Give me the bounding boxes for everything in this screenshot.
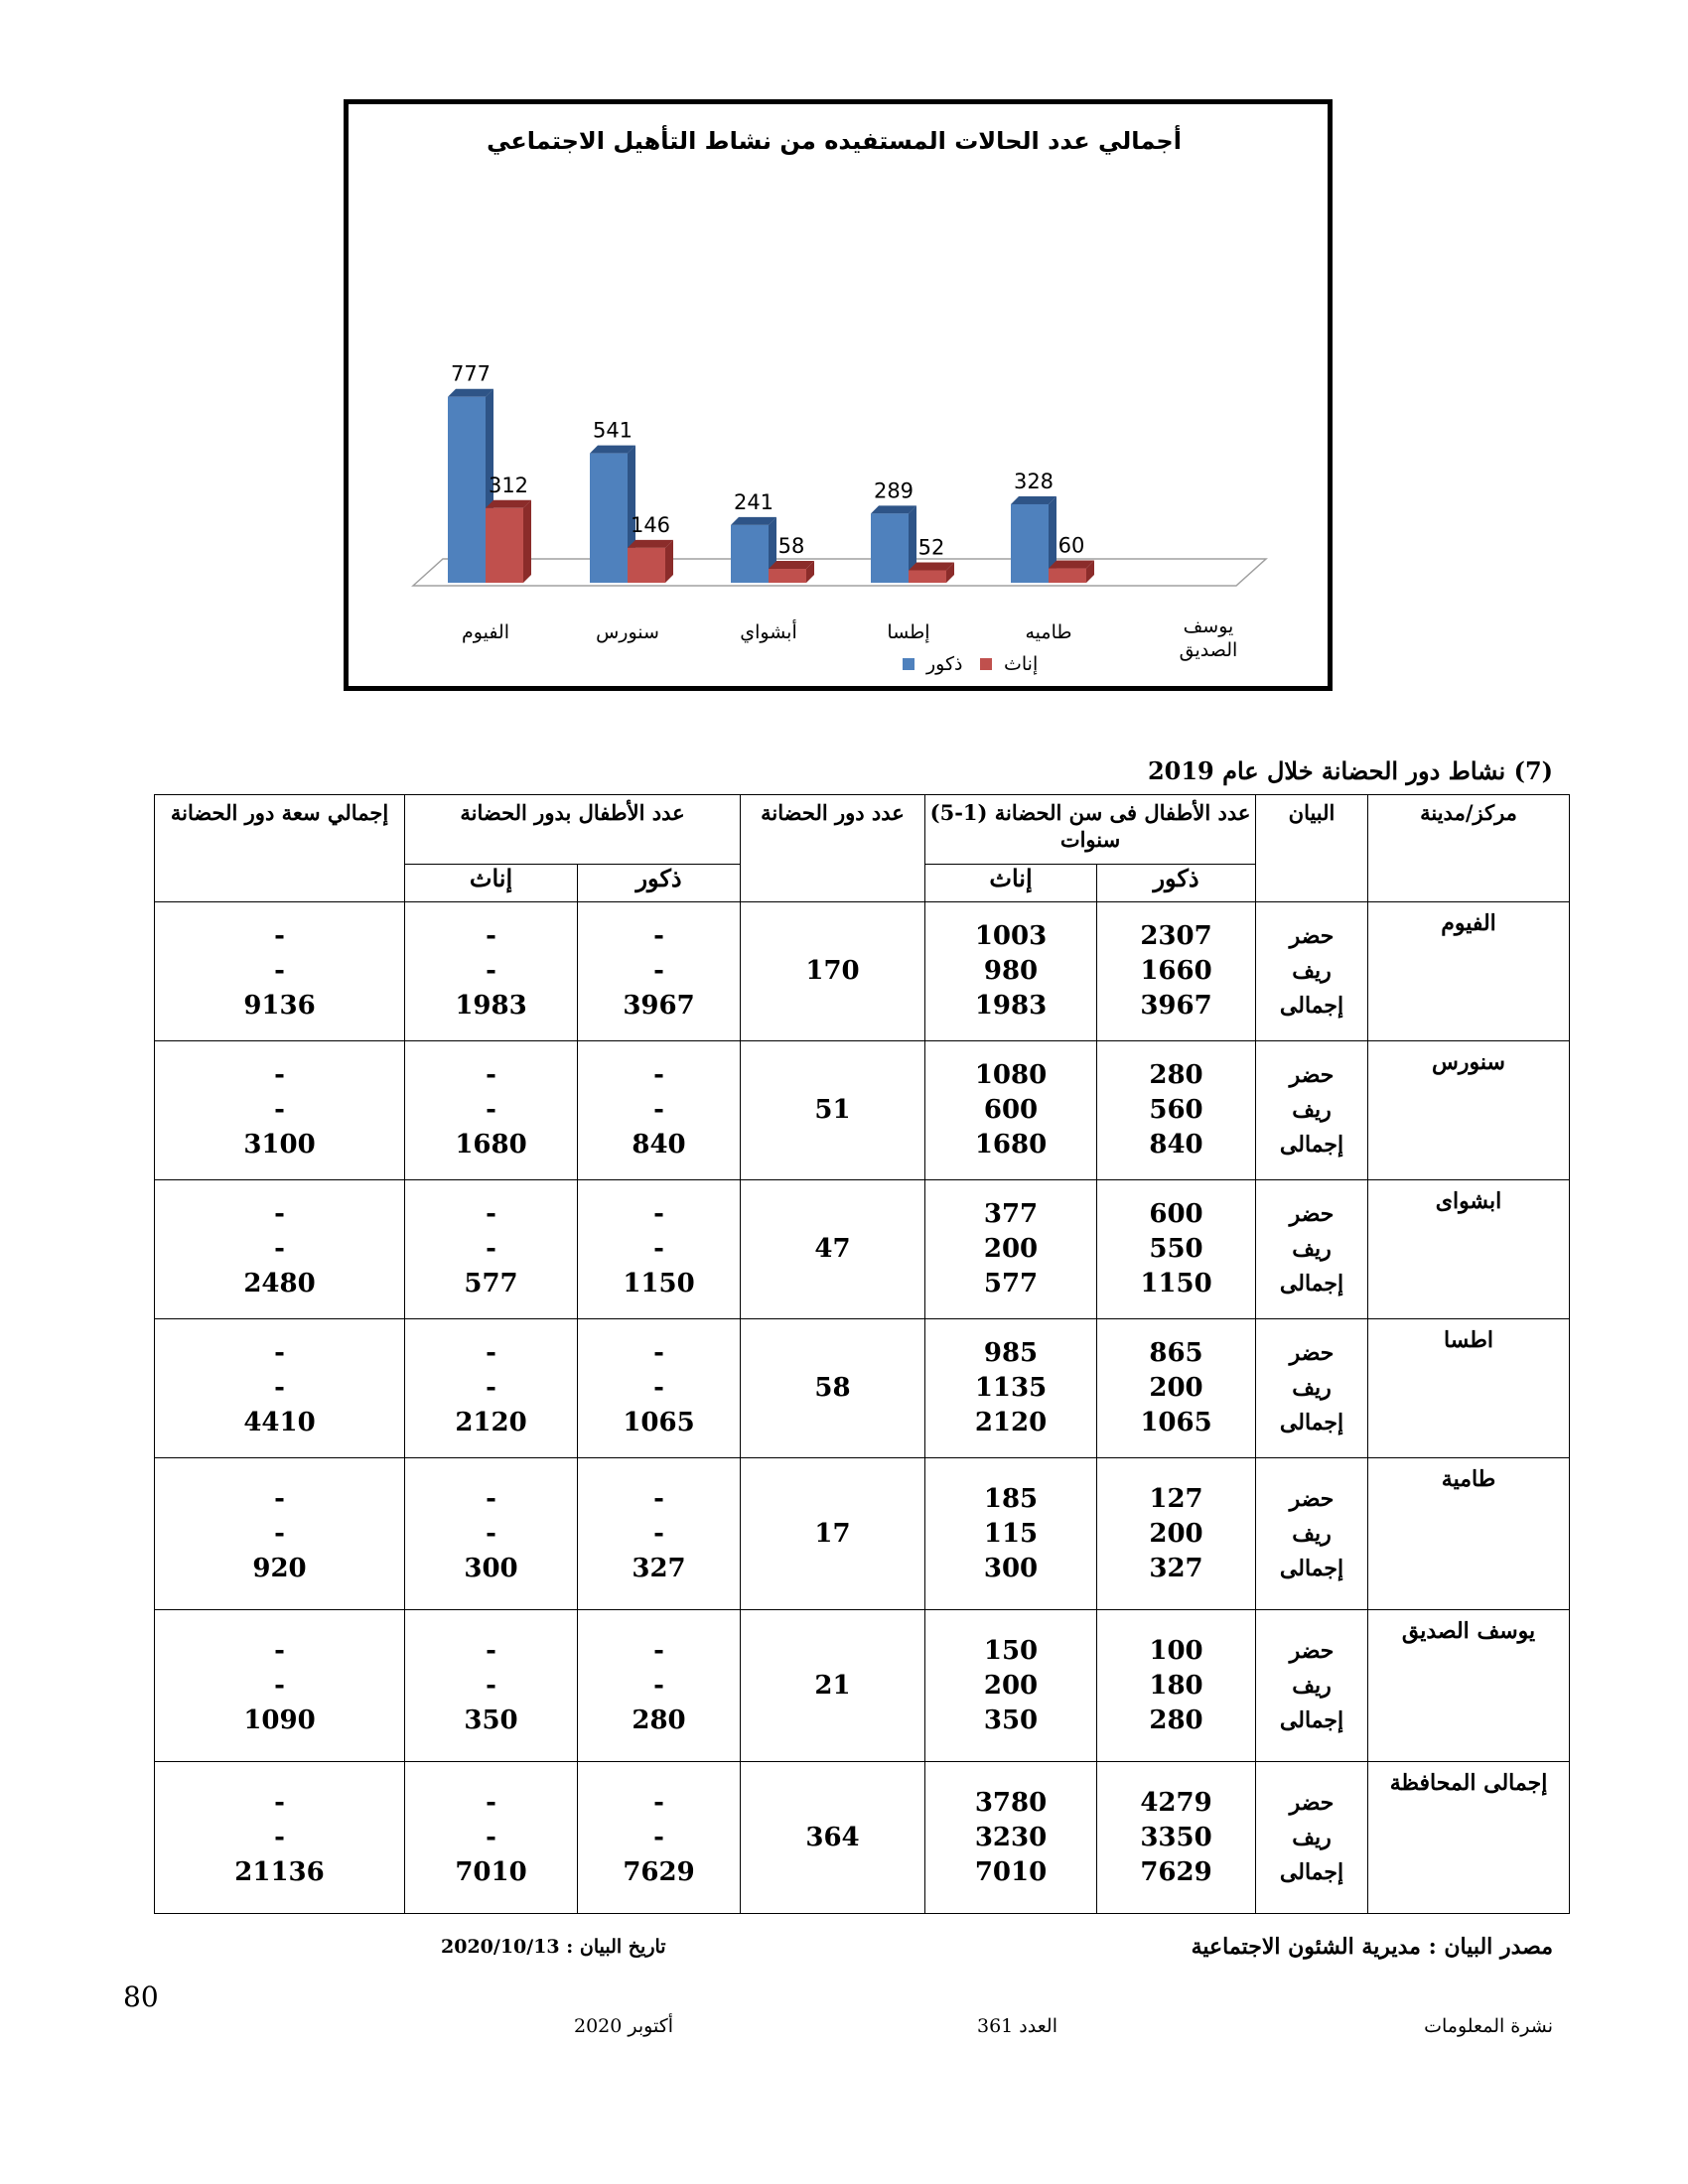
statement-cell: [1256, 1458, 1368, 1610]
nurseries-cell: 47: [741, 1180, 925, 1319]
chart-title: أجمالي عدد الحالات المستفيده من نشاط التأهيل الاجتماعي: [487, 127, 1182, 155]
capacity-value: -: [274, 1518, 285, 1549]
age-male-value: 280: [1149, 1060, 1203, 1090]
capacity-value: -: [274, 1095, 285, 1125]
statement-label: حضر: [1289, 1485, 1335, 1512]
footer-publication: نشرة المعلومات: [1424, 2015, 1553, 2037]
age-female-cell: [925, 1180, 1097, 1319]
category-label: إطسا: [887, 621, 930, 643]
city-cell: اطسا: [1368, 1319, 1570, 1458]
capacity-value: 920: [252, 1553, 307, 1583]
age-male-value: 560: [1149, 1095, 1203, 1125]
header-in-male: ذكور: [578, 865, 741, 902]
in-female-value: 300: [464, 1553, 518, 1583]
capacity-value: 4410: [243, 1408, 316, 1437]
bar-male-top: [871, 505, 916, 513]
age-female-cell: [925, 1319, 1097, 1458]
nurseries-cell: 21: [741, 1610, 925, 1762]
nurseries-cell: 170: [741, 902, 925, 1041]
city-cell: طامية: [1368, 1458, 1570, 1610]
header-children-age: عدد الأطفال فى سن الحضانة (1-5) سنوات: [925, 795, 1256, 865]
age-female-value: 3780: [974, 1787, 1048, 1818]
table-row: [155, 1610, 1570, 1762]
capacity-value: 1090: [243, 1705, 316, 1735]
statement-label: حضر: [1289, 1201, 1335, 1227]
statement-label: ريف: [1292, 1672, 1332, 1699]
age-female-value: 300: [983, 1553, 1039, 1583]
table-row: [155, 1319, 1570, 1458]
in-female-cell: [405, 1610, 578, 1762]
in-female-value: 350: [464, 1705, 518, 1735]
category-label: أبشواي: [740, 621, 797, 643]
capacity-value: -: [274, 1635, 285, 1666]
statement-label: إجمالى: [1279, 1410, 1344, 1435]
age-male-value: 1065: [1140, 1408, 1212, 1437]
in-male-value: 3967: [623, 991, 695, 1021]
statement-cell: [1256, 1180, 1368, 1319]
in-female-value: 2120: [455, 1408, 527, 1437]
in-male-cell: [578, 1041, 741, 1180]
age-female-value: 150: [983, 1635, 1039, 1666]
age-male-value: 600: [1149, 1199, 1203, 1229]
statement-cell: [1256, 1319, 1368, 1458]
bar-male: [1011, 504, 1049, 583]
age-female-value: 350: [983, 1705, 1039, 1735]
age-male-value: 4279: [1140, 1787, 1212, 1818]
nurseries-cell: 364: [741, 1762, 925, 1914]
in-male-value: -: [653, 1060, 664, 1090]
in-female-value: -: [486, 1483, 496, 1514]
capacity-value: -: [274, 921, 285, 951]
capacity-cell: [155, 1458, 405, 1610]
in-male-value: -: [653, 1338, 664, 1368]
in-female-value: -: [486, 1518, 496, 1549]
data-date: تاريخ البيان : 2020/10/13: [441, 1936, 666, 1958]
statement-label: حضر: [1289, 1062, 1335, 1088]
statement-label: حضر: [1289, 923, 1335, 949]
age-male-value: 2307: [1140, 921, 1212, 951]
capacity-value: -: [274, 1338, 285, 1368]
age-male-value: 1150: [1140, 1269, 1212, 1298]
in-female-value: -: [486, 1234, 496, 1264]
age-female-value: 185: [983, 1483, 1039, 1514]
age-female-value: 1680: [974, 1130, 1048, 1160]
age-female-value: 600: [983, 1095, 1039, 1125]
age-female-value: 577: [983, 1269, 1039, 1298]
capacity-value: 2480: [243, 1269, 316, 1298]
age-male-value: 865: [1149, 1338, 1203, 1368]
table-row: [155, 902, 1570, 1041]
in-male-value: -: [653, 1518, 664, 1549]
capacity-value: -: [274, 956, 285, 986]
capacity-cell: [155, 1319, 405, 1458]
age-male-value: 200: [1149, 1518, 1203, 1549]
age-male-value: 327: [1149, 1553, 1203, 1583]
footer-issue: العدد 361: [977, 2015, 1057, 2037]
data-label: 60: [1057, 533, 1085, 558]
in-male-value: -: [653, 956, 664, 986]
statement-label: ريف: [1292, 958, 1332, 984]
in-female-value: -: [486, 1060, 496, 1090]
capacity-value: -: [274, 1234, 285, 1264]
legend-label-male: ذكور: [926, 653, 963, 675]
age-female-cell: [925, 1610, 1097, 1762]
in-male-cell: [578, 1762, 741, 1914]
age-male-value: 280: [1149, 1705, 1203, 1735]
data-label: 328: [1013, 469, 1055, 493]
bar-female-side: [523, 500, 531, 583]
in-female-cell: [405, 1319, 578, 1458]
table-row: [155, 1041, 1570, 1180]
age-male-value: 3350: [1140, 1822, 1212, 1852]
category-label: الفيوم: [462, 621, 509, 643]
statement-label: حضر: [1289, 1340, 1335, 1366]
in-male-value: -: [653, 1199, 664, 1229]
capacity-value: -: [274, 1373, 285, 1403]
in-female-value: -: [486, 1199, 496, 1229]
nurseries-cell: 58: [741, 1319, 925, 1458]
in-male-cell: [578, 1610, 741, 1762]
header-age-male: ذكور: [1097, 865, 1256, 902]
header-nurseries: عدد دور الحضانة: [741, 795, 925, 902]
age-female-value: 1135: [974, 1373, 1048, 1403]
bar-female: [1049, 569, 1086, 583]
age-male-cell: [1097, 1180, 1256, 1319]
legend-label-female: إناث: [1004, 653, 1039, 675]
bar-chart: [349, 104, 1328, 686]
in-female-cell: [405, 1041, 578, 1180]
city-cell: الفيوم: [1368, 902, 1570, 1041]
age-male-cell: [1097, 1458, 1256, 1610]
in-male-value: -: [653, 1822, 664, 1852]
age-male-value: 550: [1149, 1234, 1203, 1264]
table-title: (7) نشاط دور الحضانة خلال عام 2019: [1147, 756, 1553, 785]
bar-male: [448, 397, 486, 583]
age-male-value: 180: [1149, 1670, 1203, 1701]
age-male-value: 1660: [1140, 956, 1212, 986]
table-row: [155, 1458, 1570, 1610]
capacity-cell: [155, 1041, 405, 1180]
in-female-value: -: [486, 1373, 496, 1403]
capacity-value: 21136: [234, 1856, 325, 1887]
age-female-value: 200: [983, 1670, 1039, 1701]
age-male-cell: [1097, 1319, 1256, 1458]
in-female-cell: [405, 1458, 578, 1610]
statement-cell: [1256, 1610, 1368, 1762]
age-female-value: 200: [983, 1234, 1039, 1264]
age-male-value: 840: [1149, 1130, 1203, 1160]
age-female-value: 980: [983, 956, 1039, 986]
bar-female: [909, 570, 946, 583]
in-male-value: -: [653, 1373, 664, 1403]
capacity-value: -: [274, 1483, 285, 1514]
age-female-cell: [925, 1458, 1097, 1610]
in-female-value: -: [486, 921, 496, 951]
bar-female-top: [628, 540, 673, 548]
footer-month: أكتوبر 2020: [574, 2015, 674, 2037]
statement-cell: [1256, 1041, 1368, 1180]
statement-label: ريف: [1292, 1236, 1332, 1262]
age-female-cell: [925, 1762, 1097, 1914]
in-male-value: 7629: [623, 1856, 695, 1887]
age-female-value: 1080: [974, 1060, 1048, 1090]
in-male-value: 1065: [623, 1408, 695, 1437]
city-cell: إجمالى المحافظة: [1368, 1762, 1570, 1914]
age-male-value: 7629: [1140, 1856, 1212, 1887]
bar-female-top: [769, 561, 814, 569]
age-male-cell: [1097, 902, 1256, 1041]
in-male-cell: [578, 1458, 741, 1610]
statement-label: ريف: [1292, 1375, 1332, 1401]
bar-male-top: [590, 446, 635, 454]
statement-label: حضر: [1289, 1637, 1335, 1664]
in-male-cell: [578, 902, 741, 1041]
in-female-value: 1680: [455, 1130, 527, 1160]
city-cell: ابشواى: [1368, 1180, 1570, 1319]
header-children-in: عدد الأطفال بدور الحضانة: [405, 795, 741, 865]
data-label: 52: [917, 535, 945, 560]
bar-female-top: [909, 562, 954, 570]
data-label: 777: [450, 361, 492, 386]
in-female-value: 7010: [455, 1856, 527, 1887]
in-female-value: -: [486, 1822, 496, 1852]
bar-male: [871, 513, 909, 583]
age-female-value: 115: [983, 1518, 1039, 1549]
statement-label: إجمالى: [1279, 993, 1344, 1019]
in-female-value: 577: [464, 1269, 518, 1298]
header-age-female: إناث: [925, 865, 1097, 902]
capacity-value: -: [274, 1670, 285, 1701]
in-female-cell: [405, 1180, 578, 1319]
capacity-cell: [155, 902, 405, 1041]
data-label: 241: [733, 489, 774, 514]
header-capacity: إجمالي سعة دور الحضانة: [155, 795, 405, 902]
nursery-table: [154, 794, 1570, 1914]
data-label: 312: [488, 473, 529, 497]
statement-label: ريف: [1292, 1097, 1332, 1123]
age-female-cell: [925, 902, 1097, 1041]
data-label: 146: [630, 512, 671, 537]
age-female-value: 2120: [974, 1408, 1048, 1437]
statement-label: ريف: [1292, 1824, 1332, 1850]
in-male-value: -: [653, 1635, 664, 1666]
in-female-cell: [405, 902, 578, 1041]
chart-floor: [413, 559, 1266, 586]
in-male-value: 280: [632, 1705, 686, 1735]
in-female-value: -: [486, 956, 496, 986]
bar-male-top: [448, 389, 493, 397]
age-male-value: 127: [1149, 1483, 1203, 1514]
statement-label: إجمالى: [1279, 1858, 1344, 1885]
data-label: 289: [873, 478, 914, 503]
age-male-value: 200: [1149, 1373, 1203, 1403]
in-male-cell: [578, 1319, 741, 1458]
category-label: يوسف: [1183, 615, 1234, 637]
age-male-value: 3967: [1140, 991, 1212, 1021]
age-female-value: 1983: [974, 991, 1048, 1021]
bar-male-top: [1011, 496, 1056, 504]
capacity-value: -: [274, 1822, 285, 1852]
bar-female-top: [486, 500, 531, 508]
age-male-cell: [1097, 1041, 1256, 1180]
in-male-value: -: [653, 1483, 664, 1514]
city-cell: سنورس: [1368, 1041, 1570, 1180]
header-city: مركز/مدينة: [1368, 795, 1570, 902]
statement-label: ريف: [1292, 1520, 1332, 1547]
legend-swatch-female: [980, 658, 992, 670]
statement-cell: [1256, 902, 1368, 1041]
statement-label: إجمالى: [1279, 1706, 1344, 1733]
legend-swatch-male: [903, 658, 914, 670]
capacity-value: -: [274, 1199, 285, 1229]
statement-label: إجمالى: [1279, 1271, 1344, 1297]
age-female-cell: [925, 1041, 1097, 1180]
age-female-value: 377: [983, 1199, 1039, 1229]
in-male-cell: [578, 1180, 741, 1319]
table-row: [155, 1180, 1570, 1319]
in-male-value: -: [653, 921, 664, 951]
age-female-value: 1003: [974, 921, 1048, 951]
age-male-cell: [1097, 1762, 1256, 1914]
age-male-cell: [1097, 1610, 1256, 1762]
in-female-value: -: [486, 1338, 496, 1368]
in-female-value: -: [486, 1095, 496, 1125]
city-cell: يوسف الصديق: [1368, 1610, 1570, 1762]
bar-male: [590, 454, 628, 583]
in-male-value: 327: [632, 1553, 686, 1583]
age-female-value: 7010: [974, 1856, 1048, 1887]
nurseries-cell: 17: [741, 1458, 925, 1610]
bar-female: [486, 508, 523, 583]
statement-label: حضر: [1289, 1789, 1335, 1816]
in-female-cell: [405, 1762, 578, 1914]
in-male-value: 840: [632, 1130, 686, 1160]
capacity-cell: [155, 1762, 405, 1914]
in-male-value: 1150: [623, 1269, 695, 1298]
category-label: سنورس: [596, 621, 659, 643]
in-male-value: -: [653, 1670, 664, 1701]
in-female-value: 1983: [455, 991, 527, 1021]
statement-label: إجمالى: [1279, 1555, 1344, 1581]
data-label: 58: [777, 534, 805, 559]
in-male-value: -: [653, 1095, 664, 1125]
data-source: مصدر البيان : مديرية الشئون الاجتماعية: [1191, 1934, 1553, 1960]
age-male-value: 100: [1149, 1635, 1203, 1666]
capacity-value: -: [274, 1060, 285, 1090]
nurseries-cell: 51: [741, 1041, 925, 1180]
header-statement: البيان: [1256, 795, 1368, 902]
age-female-value: 3230: [974, 1822, 1048, 1852]
capacity-value: 3100: [243, 1130, 316, 1160]
header-in-female: إناث: [405, 865, 578, 902]
statement-label: إجمالى: [1279, 1132, 1344, 1158]
in-male-value: -: [653, 1234, 664, 1264]
in-female-value: -: [486, 1787, 496, 1818]
capacity-cell: [155, 1180, 405, 1319]
bar-male: [731, 525, 769, 583]
age-female-value: 985: [983, 1338, 1039, 1368]
capacity-value: -: [274, 1787, 285, 1818]
data-label: 541: [592, 418, 633, 443]
capacity-value: 9136: [243, 991, 316, 1021]
bar-male-top: [731, 517, 776, 525]
category-label: طاميه: [1025, 621, 1072, 643]
bar-female: [628, 548, 665, 583]
bar-female: [769, 569, 806, 583]
in-male-value: -: [653, 1787, 664, 1818]
in-female-value: -: [486, 1635, 496, 1666]
in-female-value: -: [486, 1670, 496, 1701]
page-number: 80: [123, 1980, 159, 2013]
capacity-cell: [155, 1610, 405, 1762]
category-label: الصديق: [1179, 639, 1238, 661]
table-row: [155, 1762, 1570, 1914]
statement-cell: [1256, 1762, 1368, 1914]
bar-female-top: [1049, 561, 1094, 569]
